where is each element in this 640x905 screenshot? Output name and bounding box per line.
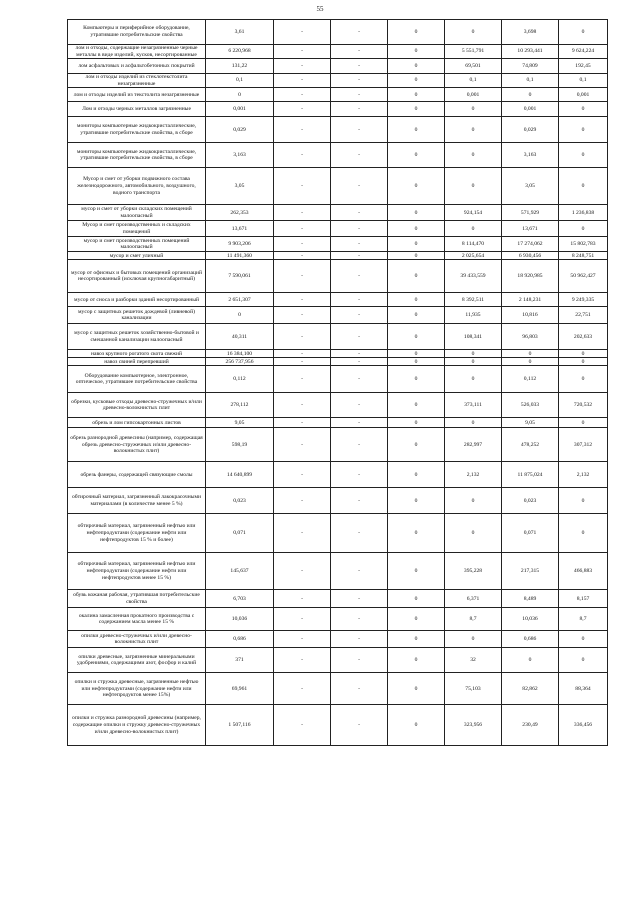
value-cell: 2 651,307 xyxy=(206,293,274,307)
table-row xyxy=(68,488,608,514)
value-cell: 0 xyxy=(388,462,445,488)
value-cell: 0 xyxy=(206,88,274,102)
waste-name-cell: опилки и стружка древесные, загрязненные нефтью или нефтепродуктами (содержание нефти или нефтепродуктов менее 15%) xyxy=(68,673,206,705)
value-cell: 0 xyxy=(388,673,445,705)
value-cell: - xyxy=(331,59,388,74)
value-cell: 0 xyxy=(388,488,445,514)
value-cell: 0 xyxy=(445,514,502,553)
value-cell: - xyxy=(274,705,331,746)
value-cell: - xyxy=(274,260,331,293)
table-row xyxy=(68,59,608,74)
value-cell: - xyxy=(274,428,331,462)
value-cell: 50 962,427 xyxy=(559,260,608,293)
waste-name-cell: обтирочный материал, загрязненный нефтью или нефтепродуктами (содержание нефти или нефтепродуктов менее 15 %) xyxy=(68,553,206,590)
value-cell: 9 249,335 xyxy=(559,293,608,307)
value-cell: - xyxy=(274,307,331,324)
table-row xyxy=(68,45,608,59)
table-row xyxy=(68,350,608,358)
waste-name-cell: обувь кожаная рабочая, утратившая потребительские свойства xyxy=(68,590,206,608)
waste-name-cell: навоз свиней перепревший xyxy=(68,358,206,366)
value-cell: - xyxy=(331,117,388,143)
value-cell: - xyxy=(331,462,388,488)
value-cell: 0 xyxy=(559,514,608,553)
waste-name-cell: мусор с защитных решеток хозяйственно-бытовой и смешанной канализации малоопасный xyxy=(68,324,206,350)
waste-name-cell: Мусор и смет производственных и складских помещений xyxy=(68,221,206,237)
value-cell: - xyxy=(331,358,388,366)
value-cell: 0 xyxy=(388,237,445,252)
table-row xyxy=(68,293,608,307)
value-cell: 0 xyxy=(388,117,445,143)
table-row xyxy=(68,307,608,324)
value-cell: - xyxy=(274,252,331,260)
table-row xyxy=(68,20,608,45)
table-row xyxy=(68,673,608,705)
value-cell: 0 xyxy=(388,358,445,366)
value-cell: 40,311 xyxy=(206,324,274,350)
waste-name-cell: навоз крупного рогатого скота свежий xyxy=(68,350,206,358)
value-cell: 0 xyxy=(388,324,445,350)
value-cell: 69,961 xyxy=(206,673,274,705)
value-cell: 0 xyxy=(388,252,445,260)
waste-name-cell: мусор и смет уличный xyxy=(68,252,206,260)
table-row xyxy=(68,358,608,366)
value-cell: 0,112 xyxy=(206,366,274,393)
value-cell: - xyxy=(331,20,388,45)
waste-name-cell: обрезки, кусковые отходы древесно-стружечных и/или древесно-волокнистых плит xyxy=(68,393,206,418)
table-row xyxy=(68,608,608,631)
waste-name-cell: лом и отходы изделий из текстолита незагрязненные xyxy=(68,88,206,102)
value-cell: 7 590,061 xyxy=(206,260,274,293)
table-row xyxy=(68,260,608,293)
value-cell: - xyxy=(274,293,331,307)
value-cell: 0 xyxy=(388,74,445,88)
value-cell: - xyxy=(331,418,388,428)
table-row xyxy=(68,366,608,393)
value-cell: 0 xyxy=(388,20,445,45)
waste-name-cell: Компьютеры и периферийное оборудование, утратившие потребительские свойства xyxy=(68,20,206,45)
waste-name-cell: лом асфальтовых и асфальтобетонных покрытий xyxy=(68,59,206,74)
value-cell: 3,05 xyxy=(206,168,274,205)
waste-name-cell: Мусор и смет от уборки подвижного состава железнодорожного, автомобильного, воздушного, водного транспорта xyxy=(68,168,206,205)
value-cell: 0 xyxy=(388,88,445,102)
value-cell: 11,935 xyxy=(445,307,502,324)
value-cell: 0 xyxy=(388,418,445,428)
value-cell: 598,19 xyxy=(206,428,274,462)
value-cell: 0 xyxy=(559,168,608,205)
value-cell: 395,228 xyxy=(445,553,502,590)
value-cell: 1 236,838 xyxy=(559,205,608,221)
value-cell: - xyxy=(331,88,388,102)
value-cell: 10,036 xyxy=(206,608,274,631)
value-cell: 720,532 xyxy=(559,393,608,418)
value-cell: 202,633 xyxy=(559,324,608,350)
table-row xyxy=(68,462,608,488)
waste-name-cell: обтирочный материал, загрязненный нефтью или нефтепродуктами (содержание нефти или нефтепродуктов 15 % и более) xyxy=(68,514,206,553)
value-cell: 0 xyxy=(445,143,502,168)
value-cell: 0 xyxy=(388,205,445,221)
value-cell: 262,353 xyxy=(206,205,274,221)
value-cell: 0,001 xyxy=(559,88,608,102)
value-cell: 0,686 xyxy=(206,631,274,648)
value-cell: 0 xyxy=(388,590,445,608)
value-cell: 278,112 xyxy=(206,393,274,418)
value-cell: - xyxy=(274,237,331,252)
table-row xyxy=(68,221,608,237)
value-cell: 74,809 xyxy=(502,59,559,74)
value-cell: - xyxy=(331,631,388,648)
waste-name-cell: обрезь разнородной древесины (например, содержащая обрезь древесно-стружечных и/или древесно-волокнистых плит) xyxy=(68,428,206,462)
value-cell: 75,103 xyxy=(445,673,502,705)
value-cell: 0 xyxy=(388,293,445,307)
value-cell: 96,803 xyxy=(502,324,559,350)
value-cell: - xyxy=(331,608,388,631)
value-cell: 323,956 xyxy=(445,705,502,746)
value-cell: 0 xyxy=(388,428,445,462)
value-cell: 0 xyxy=(445,117,502,143)
value-cell: - xyxy=(274,168,331,205)
value-cell: 0 xyxy=(502,648,559,673)
value-cell: - xyxy=(274,20,331,45)
value-cell: - xyxy=(274,393,331,418)
waste-name-cell: опилки древесные, загрязненные минеральными удобрениями, содержащими азот, фосфор и калий xyxy=(68,648,206,673)
value-cell: 3,163 xyxy=(502,143,559,168)
waste-name-cell: Оборудование компьютерное, электронное, оптическое, утратившее потребительские свойства xyxy=(68,366,206,393)
value-cell: - xyxy=(274,418,331,428)
value-cell: 0 xyxy=(445,631,502,648)
value-cell: - xyxy=(274,553,331,590)
value-cell: 13,671 xyxy=(206,221,274,237)
waste-balance-table xyxy=(67,19,608,746)
table-row xyxy=(68,205,608,221)
value-cell: 0 xyxy=(206,307,274,324)
value-cell: - xyxy=(331,673,388,705)
table-row xyxy=(68,705,608,746)
value-cell: 2,132 xyxy=(559,462,608,488)
value-cell: - xyxy=(331,307,388,324)
value-cell: 0 xyxy=(388,648,445,673)
value-cell: - xyxy=(274,45,331,59)
value-cell: 3,163 xyxy=(206,143,274,168)
value-cell: - xyxy=(331,350,388,358)
table-row xyxy=(68,590,608,608)
value-cell: - xyxy=(331,205,388,221)
value-cell: 9 624,224 xyxy=(559,45,608,59)
value-cell: 0 xyxy=(559,117,608,143)
value-cell: - xyxy=(274,366,331,393)
value-cell: 0 xyxy=(502,350,559,358)
value-cell: 39 433,559 xyxy=(445,260,502,293)
table-row xyxy=(68,88,608,102)
value-cell: - xyxy=(331,590,388,608)
waste-name-cell: лом и отходы изделий из стеклотекстолита незагрязненные xyxy=(68,74,206,88)
value-cell: 371 xyxy=(206,648,274,673)
value-cell: - xyxy=(274,350,331,358)
value-cell: 0,112 xyxy=(502,366,559,393)
waste-name-cell: лом и отходы, содержащие незагрязненные черные металлы в виде изделий, кусков, несортированные xyxy=(68,45,206,59)
value-cell: 0 xyxy=(388,705,445,746)
value-cell: 0 xyxy=(445,418,502,428)
value-cell: 0 xyxy=(559,631,608,648)
value-cell: 8,7 xyxy=(445,608,502,631)
value-cell: 18 920,985 xyxy=(502,260,559,293)
table-row xyxy=(68,648,608,673)
value-cell: - xyxy=(274,117,331,143)
value-cell: 82,862 xyxy=(502,673,559,705)
value-cell: 192,45 xyxy=(559,59,608,74)
value-cell: - xyxy=(274,59,331,74)
table-row xyxy=(68,252,608,260)
value-cell: 32 xyxy=(445,648,502,673)
value-cell: 69,501 xyxy=(445,59,502,74)
value-cell: 0 xyxy=(388,631,445,648)
table-row xyxy=(68,143,608,168)
value-cell: 3,05 xyxy=(502,168,559,205)
value-cell: 0 xyxy=(445,20,502,45)
value-cell: 10 293,441 xyxy=(502,45,559,59)
value-cell: 6,371 xyxy=(445,590,502,608)
value-cell: - xyxy=(331,705,388,746)
value-cell: 88,364 xyxy=(559,673,608,705)
value-cell: - xyxy=(274,488,331,514)
waste-name-cell: опилки и стружка разнородной древесины (например, содержащие опилки и стружку древесно-стружечных и/или древесно-волокнистых плит) xyxy=(68,705,206,746)
value-cell: 0 xyxy=(559,488,608,514)
value-cell: 0 xyxy=(388,221,445,237)
value-cell: 0,023 xyxy=(502,488,559,514)
table-row xyxy=(68,393,608,418)
value-cell: 6,703 xyxy=(206,590,274,608)
value-cell: - xyxy=(274,673,331,705)
waste-name-cell: мониторы компьютерные жидкокристаллические, утратившие потребительские свойства, в сборе xyxy=(68,117,206,143)
value-cell: 8 114,470 xyxy=(445,237,502,252)
value-cell: 0 xyxy=(445,366,502,393)
value-cell: 0,686 xyxy=(502,631,559,648)
value-cell: - xyxy=(274,514,331,553)
value-cell: 5 551,791 xyxy=(445,45,502,59)
value-cell: 11 491,360 xyxy=(206,252,274,260)
value-cell: 131,22 xyxy=(206,59,274,74)
value-cell: 466,883 xyxy=(559,553,608,590)
value-cell: - xyxy=(331,260,388,293)
value-cell: 10,036 xyxy=(502,608,559,631)
value-cell: 6 930,456 xyxy=(502,252,559,260)
value-cell: 2 025,654 xyxy=(445,252,502,260)
value-cell: 8,7 xyxy=(559,608,608,631)
waste-name-cell: обтирочный материал, загрязненный лакокрасочными материалами (в количестве менее 5 %) xyxy=(68,488,206,514)
value-cell: 0 xyxy=(388,608,445,631)
table-row xyxy=(68,514,608,553)
table-row xyxy=(68,237,608,252)
waste-name-cell: окалина замасленная прокатного производства с содержанием масла менее 15 % xyxy=(68,608,206,631)
value-cell: 9,05 xyxy=(206,418,274,428)
value-cell: 0 xyxy=(445,168,502,205)
value-cell: 230,49 xyxy=(502,705,559,746)
value-cell: - xyxy=(274,88,331,102)
value-cell: 0 xyxy=(559,648,608,673)
value-cell: - xyxy=(274,205,331,221)
value-cell: 0 xyxy=(388,350,445,358)
value-cell: 16 384,100 xyxy=(206,350,274,358)
waste-name-cell: мусор с защитных решеток дождевой (ливневой) канализации xyxy=(68,307,206,324)
table-row xyxy=(68,631,608,648)
value-cell: 1 507,116 xyxy=(206,705,274,746)
value-cell: - xyxy=(331,168,388,205)
value-cell: - xyxy=(274,631,331,648)
value-cell: 0,029 xyxy=(502,117,559,143)
value-cell: 0,1 xyxy=(445,74,502,88)
waste-name-cell: обрезь фанеры, содержащей связующие смолы xyxy=(68,462,206,488)
value-cell: 13,671 xyxy=(502,221,559,237)
value-cell: 2 148,231 xyxy=(502,293,559,307)
value-cell: 3,698 xyxy=(502,20,559,45)
table-row xyxy=(68,418,608,428)
value-cell: 0 xyxy=(388,143,445,168)
value-cell: 8 248,751 xyxy=(559,252,608,260)
value-cell: 14 640,899 xyxy=(206,462,274,488)
value-cell: - xyxy=(274,221,331,237)
table-row xyxy=(68,324,608,350)
value-cell: 8 392,511 xyxy=(445,293,502,307)
waste-name-cell: мусор и смет производственных помещений малоопасный xyxy=(68,237,206,252)
value-cell: 0,001 xyxy=(502,102,559,117)
value-cell: 6 220,968 xyxy=(206,45,274,59)
value-cell: - xyxy=(331,514,388,553)
value-cell: - xyxy=(331,553,388,590)
value-cell: 0,1 xyxy=(502,74,559,88)
waste-name-cell: обрезь и лом гипсокартонных листов xyxy=(68,418,206,428)
value-cell: 0 xyxy=(502,88,559,102)
value-cell: 0,071 xyxy=(206,514,274,553)
waste-name-cell: опилки древесно-стружечных и/или древесно-волокнистых плит xyxy=(68,631,206,648)
value-cell: - xyxy=(274,590,331,608)
value-cell: 0 xyxy=(388,366,445,393)
table-row xyxy=(68,102,608,117)
value-cell: - xyxy=(331,393,388,418)
value-cell: 0,1 xyxy=(559,74,608,88)
value-cell: - xyxy=(274,74,331,88)
value-cell: 373,111 xyxy=(445,393,502,418)
value-cell: 0 xyxy=(559,20,608,45)
value-cell: - xyxy=(274,102,331,117)
value-cell: 0 xyxy=(445,488,502,514)
value-cell: 0 xyxy=(388,260,445,293)
value-cell: 0 xyxy=(559,143,608,168)
waste-name-cell: мониторы компьютерные жидкокристаллические, утратившие потребительские свойства, в сборе xyxy=(68,143,206,168)
value-cell: - xyxy=(274,462,331,488)
table-row xyxy=(68,168,608,205)
value-cell: - xyxy=(331,237,388,252)
value-cell: 17 274,062 xyxy=(502,237,559,252)
value-cell: 3,61 xyxy=(206,20,274,45)
value-cell: - xyxy=(331,143,388,168)
table-row xyxy=(68,74,608,88)
value-cell: 0 xyxy=(445,221,502,237)
value-cell: - xyxy=(331,324,388,350)
value-cell: 0 xyxy=(388,307,445,324)
value-cell: 0 xyxy=(559,366,608,393)
value-cell: 22,751 xyxy=(559,307,608,324)
value-cell: 0 xyxy=(388,168,445,205)
page-number: 55 xyxy=(316,5,324,13)
value-cell: 0,1 xyxy=(206,74,274,88)
table-row xyxy=(68,553,608,590)
value-cell: 571,929 xyxy=(502,205,559,221)
value-cell: 336,456 xyxy=(559,705,608,746)
value-cell: 0 xyxy=(388,45,445,59)
value-cell: - xyxy=(274,324,331,350)
value-cell: - xyxy=(274,648,331,673)
value-cell: 0 xyxy=(502,358,559,366)
table-row xyxy=(68,428,608,462)
value-cell: 282,997 xyxy=(445,428,502,462)
value-cell: 0 xyxy=(559,418,608,428)
value-cell: 924,154 xyxy=(445,205,502,221)
value-cell: - xyxy=(331,428,388,462)
value-cell: 145,637 xyxy=(206,553,274,590)
value-cell: - xyxy=(331,221,388,237)
value-cell: 0 xyxy=(559,221,608,237)
value-cell: 0 xyxy=(559,102,608,117)
value-cell: - xyxy=(331,366,388,393)
value-cell: 0,001 xyxy=(445,88,502,102)
value-cell: 256 737,956 xyxy=(206,358,274,366)
value-cell: 0 xyxy=(388,553,445,590)
value-cell: - xyxy=(331,45,388,59)
value-cell: 11 875,024 xyxy=(502,462,559,488)
value-cell: 307,312 xyxy=(559,428,608,462)
value-cell: - xyxy=(274,608,331,631)
value-cell: - xyxy=(274,358,331,366)
value-cell: 0 xyxy=(559,350,608,358)
value-cell: 217,315 xyxy=(502,553,559,590)
waste-name-cell: мусор от сноса и разборки зданий несортированный xyxy=(68,293,206,307)
value-cell: 0,029 xyxy=(206,117,274,143)
value-cell: - xyxy=(331,488,388,514)
value-cell: 526,033 xyxy=(502,393,559,418)
value-cell: 0 xyxy=(388,393,445,418)
value-cell: 9,05 xyxy=(502,418,559,428)
value-cell: 15 802,783 xyxy=(559,237,608,252)
waste-name-cell: мусор от офисных и бытовых помещений организаций несортированный (исключая крупногабаритный) xyxy=(68,260,206,293)
value-cell: 0 xyxy=(388,59,445,74)
value-cell: - xyxy=(331,252,388,260)
table-row xyxy=(68,117,608,143)
value-cell: - xyxy=(274,143,331,168)
value-cell: 0 xyxy=(388,514,445,553)
value-cell: 0,001 xyxy=(206,102,274,117)
value-cell: - xyxy=(331,74,388,88)
value-cell: 8,157 xyxy=(559,590,608,608)
value-cell: 0 xyxy=(388,102,445,117)
value-cell: 0 xyxy=(445,350,502,358)
value-cell: - xyxy=(331,648,388,673)
value-cell: 9 903,206 xyxy=(206,237,274,252)
value-cell: 8,489 xyxy=(502,590,559,608)
value-cell: 0 xyxy=(445,358,502,366)
value-cell: 0 xyxy=(445,102,502,117)
waste-name-cell: мусор и смет от уборки складских помещений малоопасный xyxy=(68,205,206,221)
value-cell: - xyxy=(331,102,388,117)
value-cell: 0,071 xyxy=(502,514,559,553)
value-cell: 0,023 xyxy=(206,488,274,514)
value-cell: 478,252 xyxy=(502,428,559,462)
waste-name-cell: Лом и отходы черных металлов загрязненные xyxy=(68,102,206,117)
value-cell: - xyxy=(331,293,388,307)
value-cell: 2,132 xyxy=(445,462,502,488)
value-cell: 0 xyxy=(559,358,608,366)
value-cell: 108,341 xyxy=(445,324,502,350)
value-cell: 10,816 xyxy=(502,307,559,324)
